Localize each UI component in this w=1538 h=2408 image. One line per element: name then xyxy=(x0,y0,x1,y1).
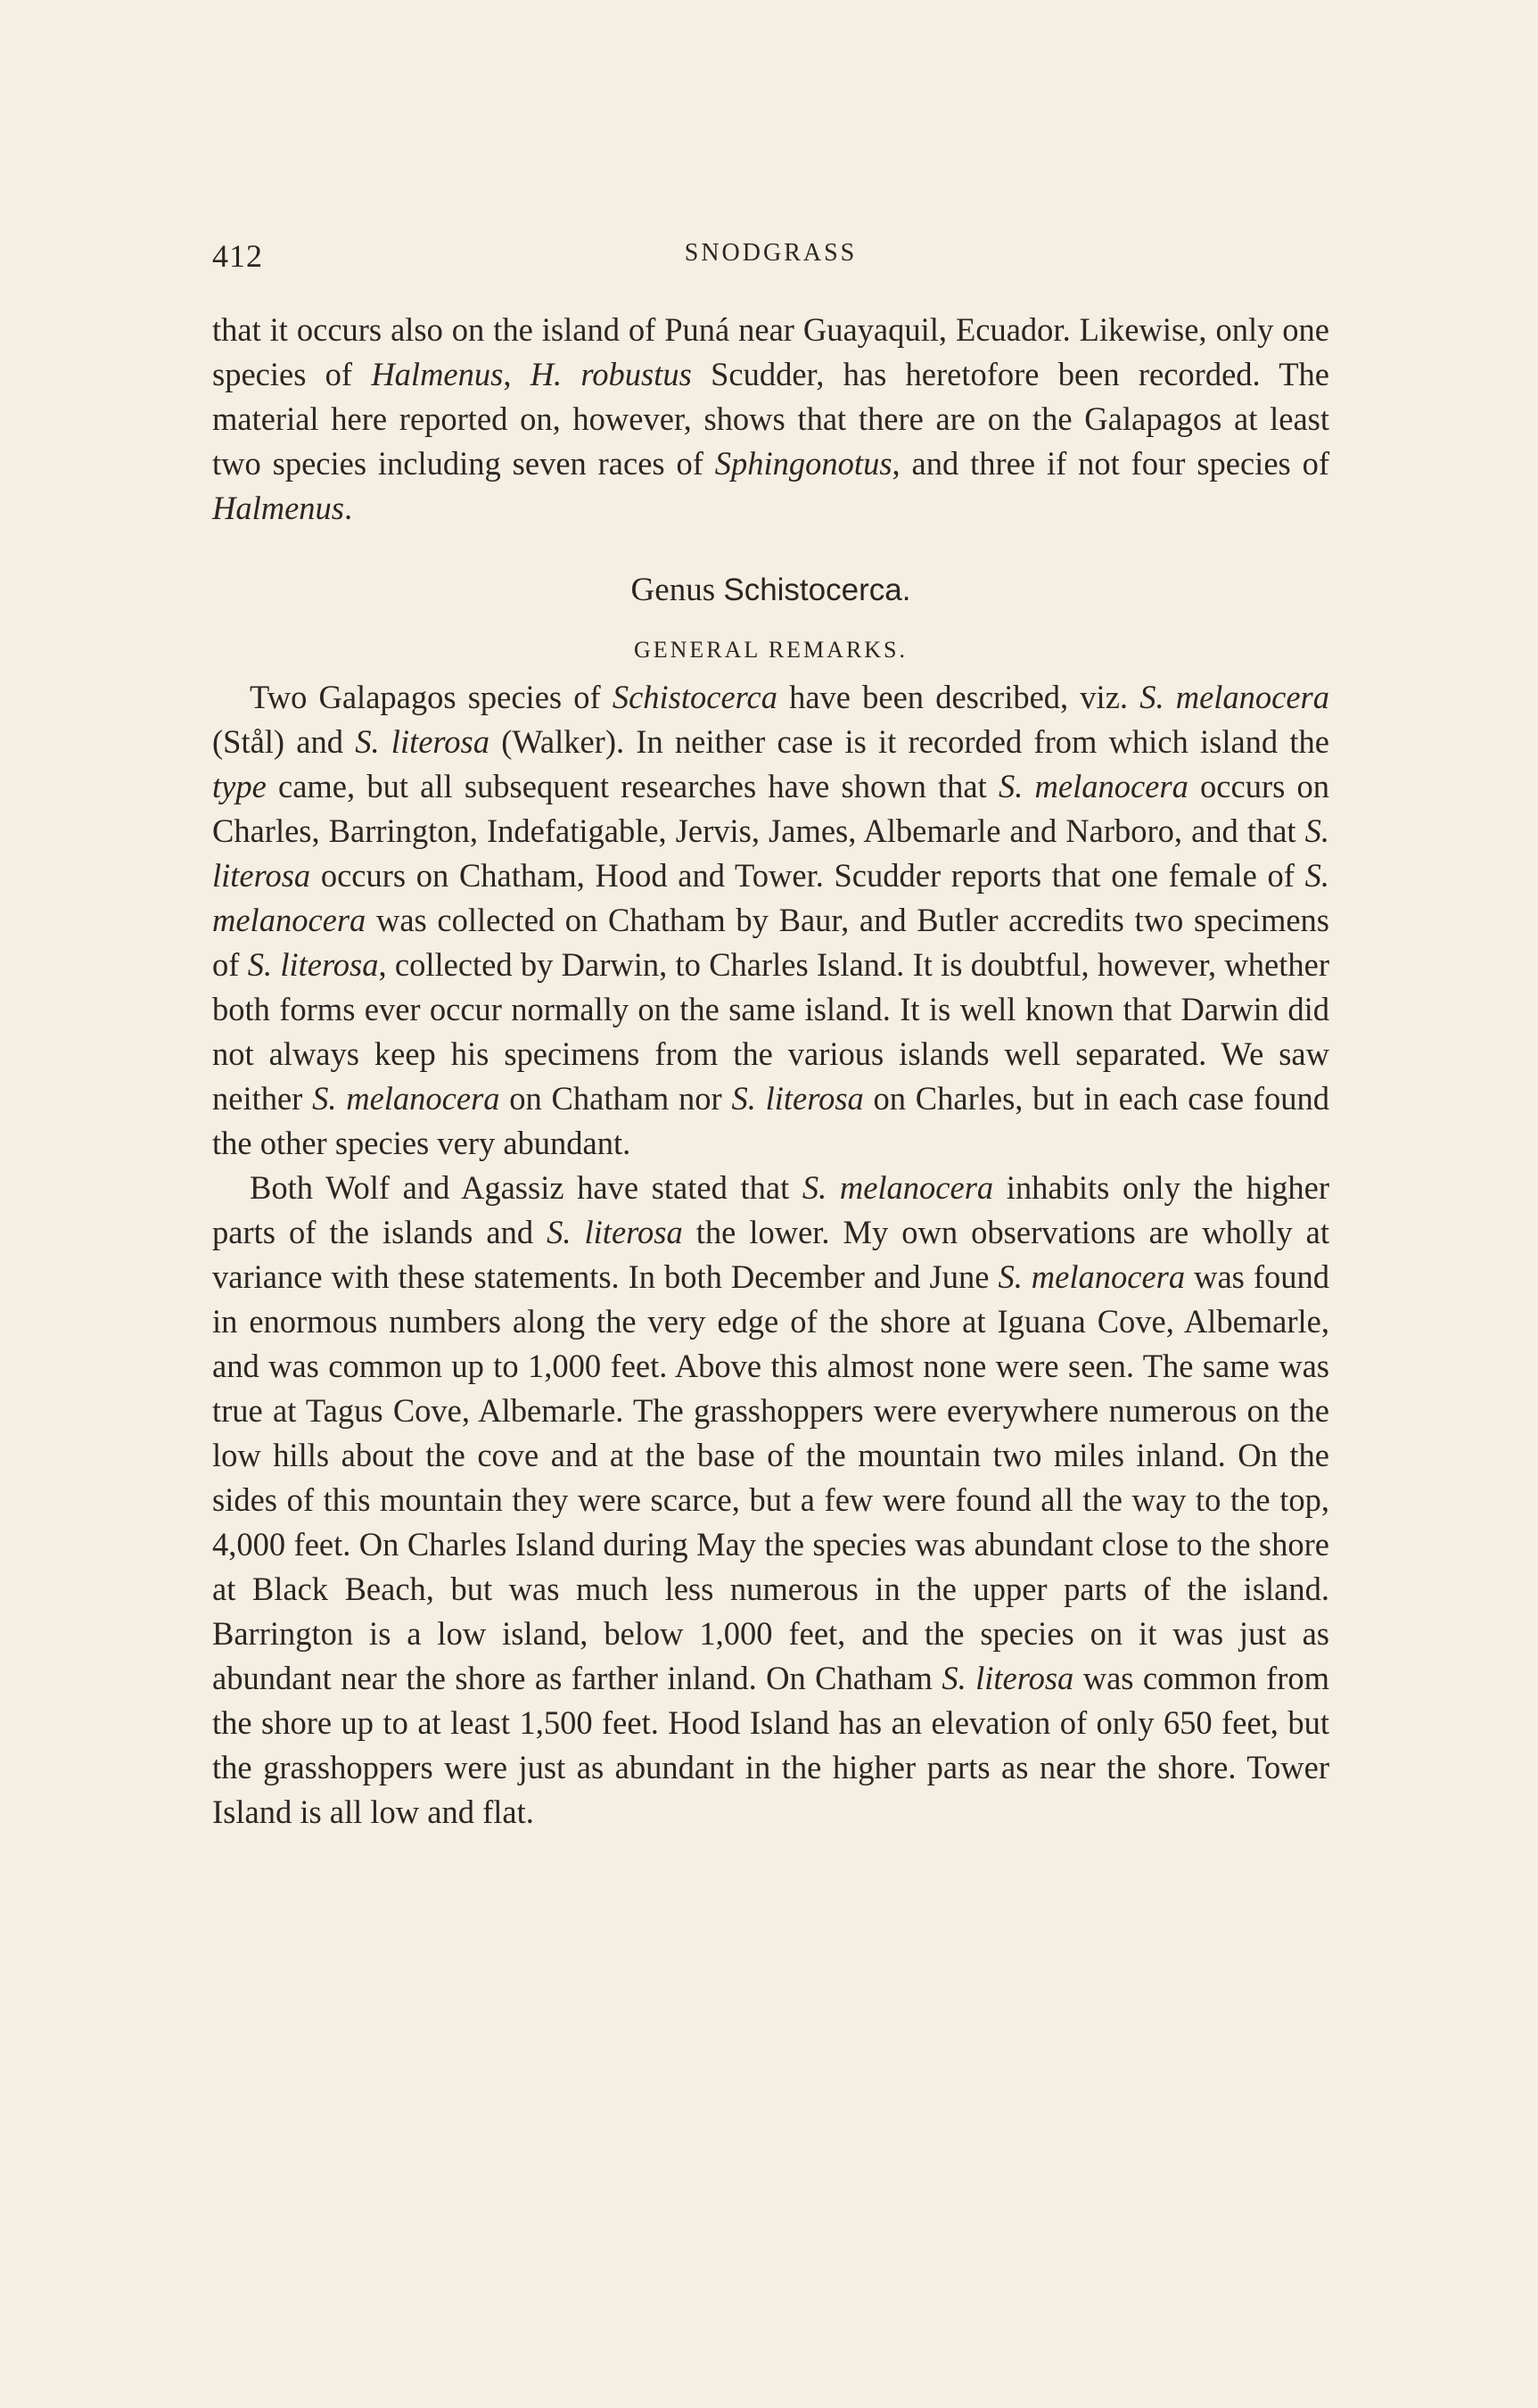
text-run: have been described, viz. xyxy=(777,679,1140,715)
text-run: , xyxy=(503,356,530,392)
paragraph-2 xyxy=(212,1166,1329,1835)
taxon-name: Halmenus xyxy=(371,356,504,392)
text-run: Both Wolf and Agassiz have stated that xyxy=(250,1169,802,1206)
genus-prefix: Genus xyxy=(630,572,724,608)
page-header xyxy=(212,230,1329,275)
text-run: . xyxy=(344,490,353,526)
text-run: inhabits only the higher parts of the islands and xyxy=(212,1169,1329,1250)
taxon-name: H. robustus xyxy=(530,356,692,392)
text-run: occurs on Chatham, Hood and Tower. Scudder reports that one female of xyxy=(310,857,1305,894)
text-run: on Chatham nor xyxy=(499,1080,732,1117)
taxon-name: S. literosa xyxy=(547,1214,683,1250)
taxon-name: S. literosa xyxy=(942,1660,1074,1696)
text-run: (Walker). In neither case is it recorded from which island the xyxy=(489,723,1329,760)
text-run: was found in enormous numbers along the very edge of the shore at Iguana Cove, Albemarle, and was common up to 1,000 feet. Above this almost none were seen. The same was true at Tagus Cove, Albemarle. The grasshoppers were everywhere numerous on the low hills about the cove and at the base of the mountain two miles inland. On the sides of this mountain they were scarce, but a few were found all the way to the top, 4,000 feet. On Charles Island during May the species was abundant close to the shore at Black Beach, but was much less numerous in the upper parts of the island. Barrington is a low island, below 1,000 feet, and the species on it was just as abundant near the shore as farther inland. On Chatham xyxy=(212,1258,1330,1696)
paragraph-1 xyxy=(212,675,1329,1166)
page-number: 412 xyxy=(212,238,263,274)
text-run: was common from the shore up to at least 1,500 feet. Hood Island has an elevation of only 650 feet, but the grasshoppers were just as abundant in the higher parts as near the shore. Tower Island is all low and flat. xyxy=(212,1660,1329,1830)
text-run: was collected on Chatham by Baur, and Butler accredits two specimens of xyxy=(212,902,1329,983)
emphasis: type xyxy=(212,768,267,804)
running-title: SNODGRASS xyxy=(684,239,858,267)
taxon-name: S. literosa xyxy=(212,812,1329,894)
taxon-name: Schistocerca xyxy=(612,679,777,715)
text-run: that it occurs also on the island of Puná near Guayaquil, Ecuador. Likewise, only one species of xyxy=(212,311,1329,392)
text-run: the lower. My own observations are wholly at variance with these statements. In both December and June xyxy=(212,1214,1329,1295)
section-heading: GENERAL REMARKS. xyxy=(633,637,909,663)
genus-name: Schistocerca. xyxy=(723,573,911,607)
taxon-name: S. literosa xyxy=(247,946,379,983)
text-run: Scudder, has heretofore been recorded. The material here reported on, however, shows that there are on the Galapagos at least two species including seven races of xyxy=(212,356,1329,482)
taxon-name: S. literosa xyxy=(731,1080,864,1117)
taxon-name: Halmenus xyxy=(212,490,345,526)
text-run: (Stål) and xyxy=(212,723,356,760)
taxon-name: S. melanocera xyxy=(212,857,1329,938)
text-run: , collected by Darwin, to Charles Island. It is doubtful, however, whether both forms ever occur normally on the same island. It is well known that Darwin did not always keep his specimens from the various islands well separated. We saw neither xyxy=(212,946,1329,1117)
text-run: on Charles, but in each case found the other species very abundant. xyxy=(212,1080,1329,1161)
taxon-name: Sphingonotus xyxy=(714,445,892,482)
taxon-name: S. melanocera xyxy=(1139,679,1330,715)
taxon-name: S. melanocera xyxy=(998,1258,1186,1295)
text-run: occurs on Charles, Barrington, Indefatigable, Jervis, James, Albemarle and Narboro, and that xyxy=(212,768,1330,849)
taxon-name: S. melanocera xyxy=(998,768,1188,804)
taxon-name: S. melanocera xyxy=(312,1080,500,1117)
text-run: , and three if not four species of xyxy=(892,445,1330,482)
taxon-name: S. melanocera xyxy=(802,1169,994,1206)
body-text xyxy=(212,308,1329,1835)
intro-paragraph xyxy=(212,308,1329,531)
genus-heading xyxy=(212,568,1329,613)
text-run: came, but all subsequent researches have shown that xyxy=(266,768,999,804)
taxon-name: S. literosa xyxy=(355,723,489,760)
text-run: Two Galapagos species of xyxy=(250,679,613,715)
